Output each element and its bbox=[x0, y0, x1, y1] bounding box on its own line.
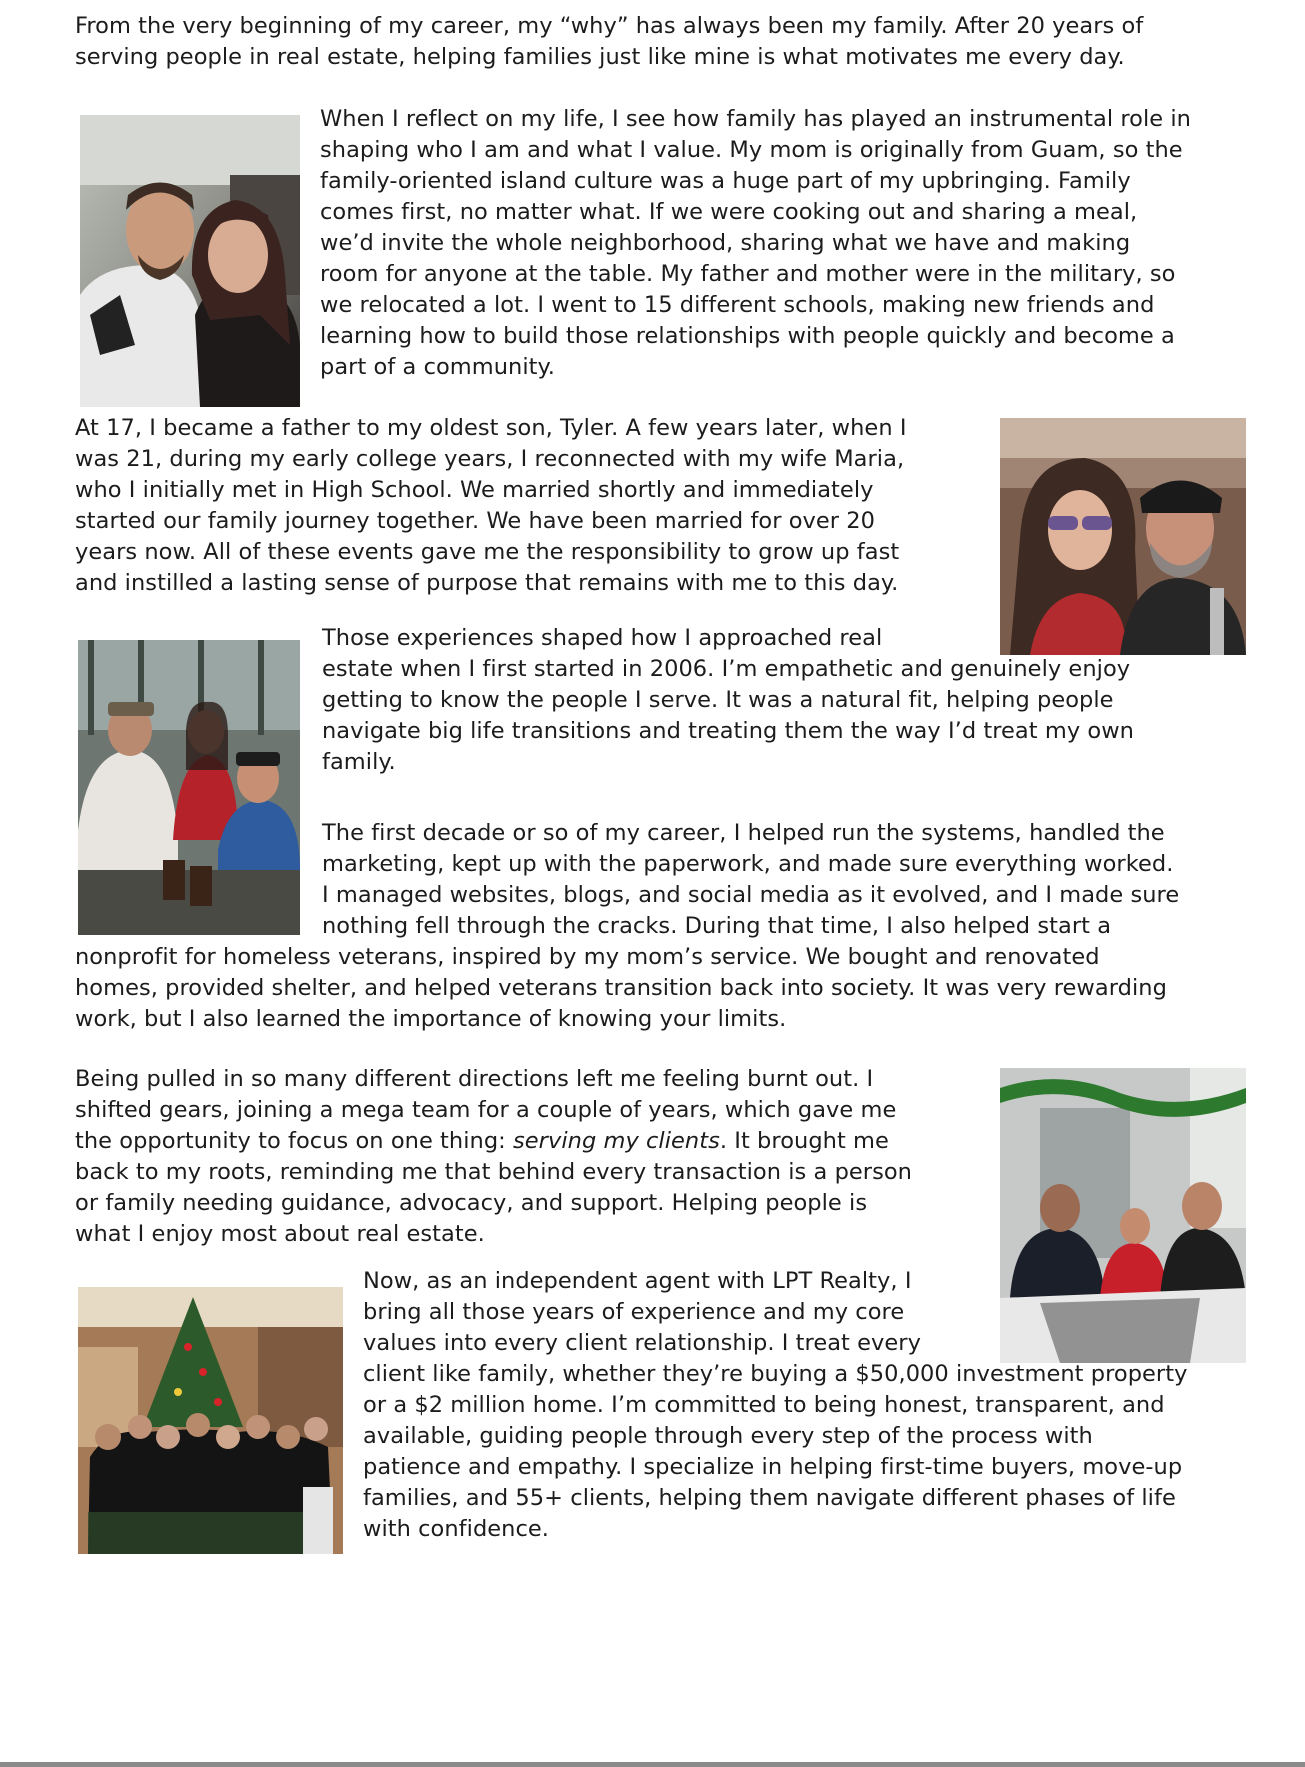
text-line: room for anyone at the table. My father and mother were in the military, so bbox=[320, 261, 1176, 287]
photo-christmas-family bbox=[78, 1287, 343, 1554]
text-line: families, and 55+ clients, helping them navigate different phases of life bbox=[363, 1485, 1176, 1511]
text-line: was 21, during my early college years, I reconnected with my wife Maria, bbox=[75, 446, 905, 472]
text-line: bring all those years of experience and my core bbox=[363, 1299, 905, 1325]
text-line: shaping who I am and what I value. My mom is originally from Guam, so the bbox=[320, 137, 1183, 163]
text-line: family-oriented island culture was a huge part of my upbringing. Family bbox=[320, 168, 1131, 194]
text-line: marketing, kept up with the paperwork, and made sure everything worked. bbox=[322, 851, 1174, 877]
text-line: part of a community. bbox=[320, 354, 555, 380]
text-line: When I reflect on my life, I see how family has played an instrumental role in bbox=[320, 106, 1191, 132]
decade-paragraph-bottom bbox=[75, 942, 1167, 1035]
text-line: client like family, whether they’re buying a $50,000 investment property bbox=[363, 1361, 1188, 1387]
lpt-paragraph bbox=[363, 1266, 1187, 1545]
text-line: estate when I first started in 2006. I’m empathetic and genuinely enjoy bbox=[322, 656, 1131, 682]
text-line: and instilled a lasting sense of purpose that remains with me to this day. bbox=[75, 570, 899, 596]
text-line: Now, as an independent agent with LPT Realty, I bbox=[363, 1268, 912, 1294]
text-run: . It brought me bbox=[719, 1128, 889, 1154]
text-line bbox=[75, 1126, 912, 1157]
text-line: family. bbox=[322, 749, 396, 775]
decade-paragraph-top bbox=[322, 818, 1179, 942]
text-line: work, but I also learned the importance of knowing your limits. bbox=[75, 1006, 787, 1032]
photo-kids-at-table bbox=[78, 640, 300, 935]
text-line: back to my roots, reminding me that behind every transaction is a person bbox=[75, 1159, 912, 1185]
text-line: what I enjoy most about real estate. bbox=[75, 1221, 485, 1247]
text-line: we relocated a lot. I went to 15 different schools, making new friends and bbox=[320, 292, 1155, 318]
text-line: I managed websites, blogs, and social media as it evolved, and I made sure bbox=[322, 882, 1180, 908]
text-line: learning how to build those relationships with people quickly and become a bbox=[320, 323, 1175, 349]
burnout-paragraph bbox=[75, 1064, 912, 1250]
text-line: nothing fell through the cracks. During that time, I also helped start a bbox=[322, 913, 1112, 939]
text-line: serving people in real estate, helping families just like mine is what motivates me every day. bbox=[75, 44, 1125, 70]
intro-paragraph bbox=[75, 11, 1143, 73]
emphasis-text: serving my clients bbox=[513, 1128, 720, 1154]
text-line: who I initially met in High School. We married shortly and immediately bbox=[75, 477, 874, 503]
photo-couple-selfie bbox=[80, 115, 300, 407]
text-line: values into every client relationship. I treat every bbox=[363, 1330, 921, 1356]
text-line: shifted gears, joining a mega team for a couple of years, which gave me bbox=[75, 1097, 897, 1123]
text-line: From the very beginning of my career, my “why” has always been my family. After 20 years of bbox=[75, 13, 1144, 39]
page-bottom-rule bbox=[0, 1762, 1305, 1767]
text-line: At 17, I became a father to my oldest son, Tyler. A few years later, when I bbox=[75, 415, 907, 441]
text-line: homes, provided shelter, and helped veterans transition back into society. It was very rewarding bbox=[75, 975, 1167, 1001]
text-line: started our family journey together. We have been married for over 20 bbox=[75, 508, 876, 534]
text-line: navigate big life transitions and treating them the way I’d treat my own bbox=[322, 718, 1134, 744]
text-line: nonprofit for homeless veterans, inspired by my mom’s service. We bought and renovated bbox=[75, 944, 1100, 970]
text-line: Those experiences shaped how I approached real bbox=[322, 625, 883, 651]
text-line: years now. All of these events gave me the responsibility to grow up fast bbox=[75, 539, 900, 565]
photo-car-selfie bbox=[1000, 418, 1246, 655]
father-paragraph bbox=[75, 413, 907, 599]
text-line: we’d invite the whole neighborhood, sharing what we have and making bbox=[320, 230, 1131, 256]
text-line: getting to know the people I serve. It was a natural fit, helping people bbox=[322, 687, 1114, 713]
text-line: with confidence. bbox=[363, 1516, 550, 1542]
text-line: or family needing guidance, advocacy, and support. Helping people is bbox=[75, 1190, 868, 1216]
family-paragraph bbox=[320, 104, 1191, 383]
text-line: available, guiding people through every step of the process with bbox=[363, 1423, 1093, 1449]
text-line: patience and empathy. I specialize in helping first-time buyers, move-up bbox=[363, 1454, 1183, 1480]
text-line: Being pulled in so many different directions left me feeling burnt out. I bbox=[75, 1066, 874, 1092]
text-run: the opportunity to focus on one thing: bbox=[75, 1128, 513, 1154]
text-line: comes first, no matter what. If we were cooking out and sharing a meal, bbox=[320, 199, 1138, 225]
text-line: or a $2 million home. I’m committed to being honest, transparent, and bbox=[363, 1392, 1165, 1418]
text-line: The first decade or so of my career, I helped run the systems, handled the bbox=[322, 820, 1165, 846]
experience-paragraph bbox=[322, 623, 1134, 778]
